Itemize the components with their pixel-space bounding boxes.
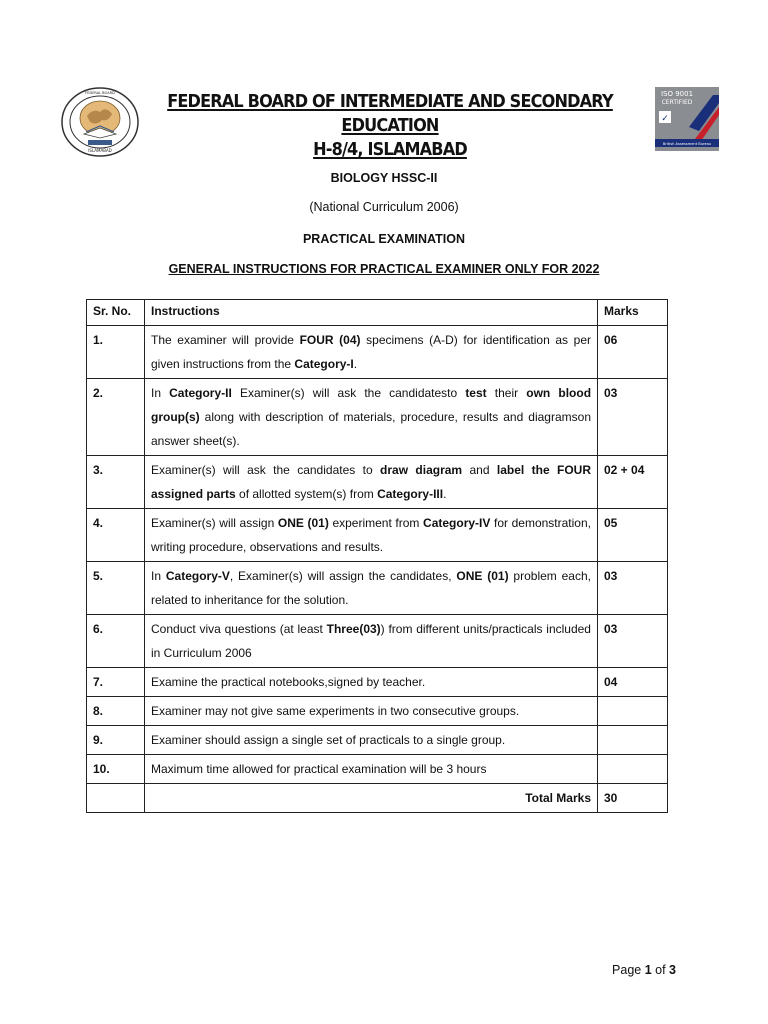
iso-certified-badge bbox=[655, 87, 719, 151]
row-instruction: Maximum time allowed for practical examination will be 3 hours bbox=[145, 755, 598, 784]
row-number: 4. bbox=[87, 509, 145, 562]
svg-text:British Assessment Bureau: British Assessment Bureau bbox=[662, 142, 712, 146]
row-number: 10. bbox=[87, 755, 145, 784]
total-marks-label: Total Marks bbox=[145, 784, 598, 813]
row-marks: 02 + 04 bbox=[598, 456, 668, 509]
table-row bbox=[87, 379, 668, 456]
row-instruction: Conduct viva questions (at least Three(03)) from different units/practicals included in Curriculum 2006 bbox=[145, 615, 598, 668]
row-number: 2. bbox=[87, 379, 145, 456]
row-marks: 06 bbox=[598, 326, 668, 379]
row-marks bbox=[598, 755, 668, 784]
header-sr-no: Sr. No. bbox=[87, 300, 145, 326]
organization-header bbox=[160, 90, 620, 162]
row-marks: 03 bbox=[598, 379, 668, 456]
svg-text:ISO 9001: ISO 9001 bbox=[660, 90, 694, 98]
table-row bbox=[87, 456, 668, 509]
row-instruction: The examiner will provide FOUR (04) specimens (A-D) for identification as per given instructions from the Category-I. bbox=[145, 326, 598, 379]
table-row bbox=[87, 755, 668, 784]
header-marks: Marks bbox=[598, 300, 668, 326]
row-number: 5. bbox=[87, 562, 145, 615]
row-marks bbox=[598, 726, 668, 755]
fbise-seal-logo bbox=[60, 86, 140, 158]
total-row bbox=[87, 784, 668, 813]
row-number: 3. bbox=[87, 456, 145, 509]
row-marks: 03 bbox=[598, 562, 668, 615]
row-instruction: In Category-V, Examiner(s) will assign the candidates, ONE (01) problem each, related to inheritance for the solution. bbox=[145, 562, 598, 615]
instructions-heading: GENERAL INSTRUCTIONS FOR PRACTICAL EXAMINER ONLY FOR 2022 bbox=[168, 262, 600, 276]
row-marks bbox=[598, 697, 668, 726]
row-instruction: Examiner should assign a single set of practicals to a single group. bbox=[145, 726, 598, 755]
row-instruction: Examiner may not give same experiments in two consecutive groups. bbox=[145, 697, 598, 726]
table-row bbox=[87, 726, 668, 755]
svg-text:CERTIFIED: CERTIFIED bbox=[661, 99, 693, 106]
table-row bbox=[87, 509, 668, 562]
total-empty-cell bbox=[87, 784, 145, 813]
row-number: 9. bbox=[87, 726, 145, 755]
current-page: 1 bbox=[644, 963, 652, 977]
row-marks: 04 bbox=[598, 668, 668, 697]
total-marks-value: 30 bbox=[598, 784, 668, 813]
row-instruction: Examine the practical notebooks,signed by teacher. bbox=[145, 668, 598, 697]
row-number: 6. bbox=[87, 615, 145, 668]
instructions-table bbox=[86, 299, 668, 813]
row-marks: 03 bbox=[598, 615, 668, 668]
svg-text:ISLAMABAD: ISLAMABAD bbox=[88, 148, 112, 153]
table-header-row bbox=[87, 300, 668, 326]
row-instruction: Examiner(s) will ask the candidates to draw diagram and label the FOUR assigned parts of allotted system(s) from Category-III. bbox=[145, 456, 598, 509]
svg-text:FEDERAL BOARD: FEDERAL BOARD bbox=[85, 91, 115, 95]
exam-type-title: PRACTICAL EXAMINATION bbox=[302, 232, 466, 246]
total-pages: 3 bbox=[669, 963, 676, 977]
svg-text:✓: ✓ bbox=[661, 114, 669, 124]
row-number: 7. bbox=[87, 668, 145, 697]
row-instruction: In Category-II Examiner(s) will ask the candidatesto test their own blood group(s) along with description of materials, procedure, results and diagramson answer sheet(s). bbox=[145, 379, 598, 456]
table-row bbox=[87, 697, 668, 726]
row-number: 8. bbox=[87, 697, 145, 726]
curriculum-subtitle: (National Curriculum 2006) bbox=[309, 200, 459, 214]
table-row bbox=[87, 562, 668, 615]
table-row bbox=[87, 615, 668, 668]
row-number: 1. bbox=[87, 326, 145, 379]
table-row bbox=[87, 668, 668, 697]
table-row bbox=[87, 326, 668, 379]
page-indicator: Page 1 of 3 bbox=[612, 963, 676, 977]
header-instructions: Instructions bbox=[145, 300, 598, 326]
subject-title: BIOLOGY HSSC-II bbox=[330, 171, 438, 185]
organization-name: FEDERAL BOARD OF INTERMEDIATE AND SECONDARY EDUCATION bbox=[167, 92, 613, 136]
organization-address: H-8/4, ISLAMABAD bbox=[313, 140, 467, 160]
row-instruction: Examiner(s) will assign ONE (01) experiment from Category-IV for demonstration, writing procedure, observations and results. bbox=[145, 509, 598, 562]
row-marks: 05 bbox=[598, 509, 668, 562]
